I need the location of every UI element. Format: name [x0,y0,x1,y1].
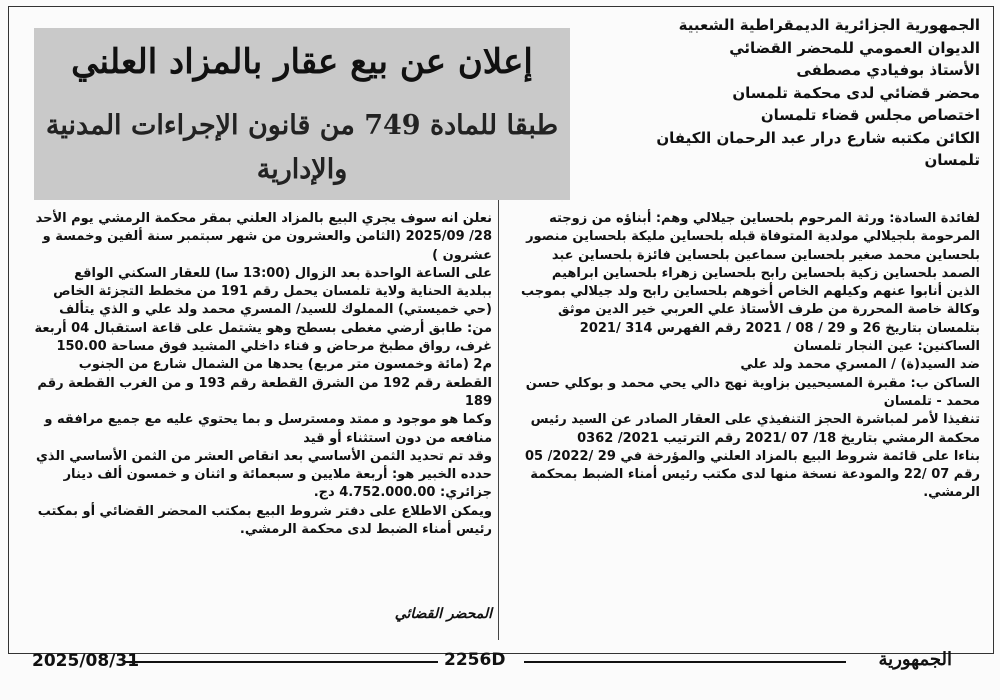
issuer-header [570,14,980,172]
announcement-title: إعلان عن بيع عقار بالمزاد العلني [71,42,533,82]
header-line: الكائن مكتبه شارع درار عبد الرحمان الكيفان [656,128,980,147]
paragraph: بناءا على قائمة شروط البيع بالمزاد العلني والمؤرخة في 29 /2022/ 05 رقم 07 /22 والمودعة نسخة منها لدى مكتب رئيس أمناء الضبط بمحكمة الرمشي. [524,448,980,501]
paragraph: الذين أنابوا عنهم وكيلهم الخاص أخوهم بلحساين رابح ولد جيلالي بموجب وكالة خاصة المحررة من طرف الأستاذ علي العربي خير الدين موثق بتلمسان بتاريخ 26 و 29 / 08 / 2021 رقم الفهرس 314 /2021 [520,284,980,336]
footer-rule-left [124,661,438,663]
header-line: الأستاذ بوفيادي مصطفى [796,61,980,79]
header-line: الجمهورية الجزائرية الديمقراطية الشعبية [678,16,980,34]
paragraph: على الساعة الواحدة بعد الزوال (13:00 سا) للعقار السكني الواقع ببلدية الحناية ولاية تلمسان يحمل رقم 191 من مخطط التجزئة الخاص (حي خميستي) المملوك للسيد/ المسري محمد ولد علي و الذي يتألف من: طابق أرضي مغطى بسطح وهو يشتمل على قاعة استقبال 04 أربعة غرف، رواق مطبخ مرحاض و فناء داخلي المشيد فوق مساحة 150.00 م2 (مائة وخمسون متر مربع) يحدها من الشمال شارع من الجنوب القطعة رقم 192 من الشرق القطعة رقم 193 و من الغرب القطعة رقم 189 [34,265,492,409]
header-line: تلمسان [924,151,980,169]
paragraph: الساكنين: عين النجار تلمسان [793,339,980,355]
paragraph: نعلن انه سوف يجري البيع بالمزاد العلني بمقر محكمة الرمشي يوم الأحد 28/ 2025/09 (الثامن والعشرون من شهر سبتمبر سنة ألفين وخمسة و عشرون ) [35,211,492,263]
header-line: الديوان العمومي للمحضر القضائي [729,38,980,57]
paragraph: وقد تم تحديد الثمن الأساسي بعد انقاص العشر من الثمن الأساسي الذي حدده الخبير هو: أربعة ملايين و سبعمائة و اثنان و خمسون ألف دينار جزائري: 4.752.000.00 دج. [36,448,492,501]
paragraph: لفائدة السادة: ورثة المرحوم بلحساين جيلالي وهم: أبناؤه من زوجته المرحومة بلجيلالي مولدية المتوفاة قبله بلحساين مليكة بلحساين منصور بلحساين محمد صغير بلحساين سماعين بلحساين فائزة بلحساين عبد الصمد بلحساين زكية بلحساين رابح بلحساين زهراء بلحساين ابراهيم [526,211,980,281]
signature: المحضر القضائي [394,606,492,622]
left-column [34,210,492,539]
paragraph: ضد السيد(ة) / المسري محمد ولد علي [740,357,980,373]
header-line: اختصاص مجلس قضاء تلمسان [760,106,980,124]
right-column [510,210,980,503]
announcement-title-box [34,28,570,200]
paragraph: الساكن ب: مقبرة المسيحيين بزاوية نهج دالي يحي محمد و بوكلي حسن محمد - تلمسان [525,375,980,409]
header-line: محضر قضائي لدى محكمة تلمسان [732,83,980,102]
announcement-subtitle: طبقا للمادة 749 من قانون الإجراءات المدنية والإدارية [45,110,559,185]
paragraph: وكما هو موجود و ممتد ومسترسل و بما يحتوي عليه مع جميع مرافقه و منافعه من دون استثناء أو قيد [44,412,492,446]
column-divider [498,200,499,640]
issue-date: 2025/08/31 [32,651,140,671]
newspaper-logo: الجمهورية [878,649,952,670]
issue-code: 2256D [444,650,506,670]
paragraph: تنفيذا لأمر لمباشرة الحجز التنفيذي على العقار الصادر عن السيد رئيس محكمة الرمشي بتاريخ 18/ 07 /2021 رقم الترتيب 2021/ 0362 [530,412,980,446]
footer-rule-right [524,661,846,663]
paragraph: ويمكن الاطلاع على دفتر شروط البيع بمكتب المحضر القضائي أو بمكتب رئيس أمناء الضبط لدى محكمة الرمشي. [37,503,492,538]
